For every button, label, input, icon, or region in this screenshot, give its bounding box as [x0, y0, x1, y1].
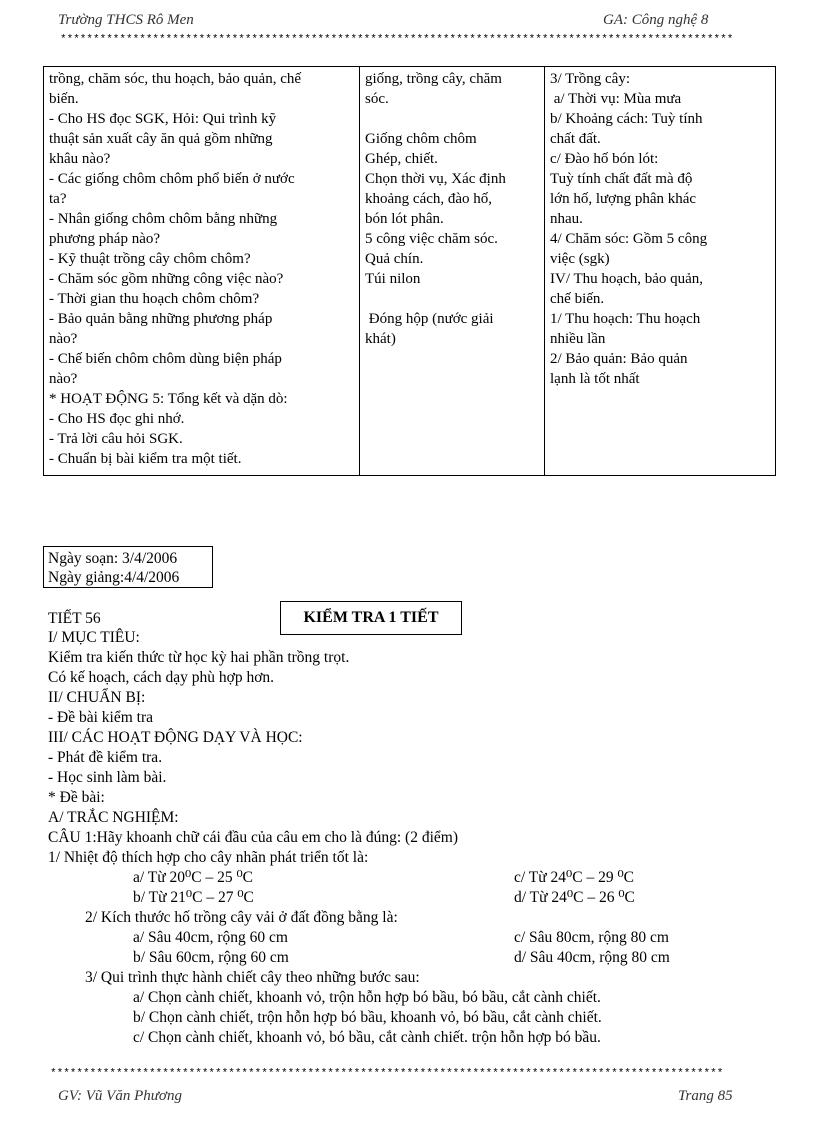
teacher-activity-line: - Thời gian thu hoạch chôm chôm?: [49, 291, 260, 307]
teacher-activity-cell: [44, 67, 360, 476]
content-line: b/ Khoảng cách: Tuỳ tính: [550, 111, 703, 127]
header-divider: ******************************************************************************************************: [60, 34, 734, 46]
body-line: CÂU 1:Hãy khoanh chữ cái đầu của câu em cho là đúng: (2 điểm): [48, 829, 458, 846]
content-line: lớn hố, lượng phân khác: [550, 191, 697, 207]
body-line: A/ TRẮC NGHIỆM:: [48, 809, 179, 826]
teacher-activity-line: - Trả lời câu hỏi SGK.: [49, 431, 183, 447]
content-line: 2/ Bảo quản: Bảo quản: [550, 351, 688, 367]
lesson-table: [43, 66, 776, 476]
student-activity-line: 5 công việc chăm sóc.: [365, 231, 498, 247]
header-school: Trường THCS Rô Men: [58, 12, 194, 28]
teacher-activity-line: - Chế biến chôm chôm dùng biện pháp: [49, 351, 282, 367]
student-activity-line: Đóng hộp (nước giải: [365, 311, 494, 327]
student-activity-line: khoảng cách, đào hố,: [365, 191, 493, 207]
student-activity-line: Túi nilon: [365, 271, 421, 287]
student-activity-line: [365, 289, 539, 309]
date-prepared: Ngày soạn: 3/4/2006: [48, 550, 178, 567]
date-taught: Ngày giảng:4/4/2006: [48, 569, 180, 586]
footer-teacher: GV: Vũ Văn Phương: [58, 1088, 182, 1104]
student-activity-line: Chọn thời vụ, Xác định: [365, 171, 506, 187]
body-line: II/ CHUẨN BỊ:: [48, 689, 146, 706]
q2-option-c: c/ Sâu 80cm, rộng 80 cm: [514, 929, 669, 946]
q2-option-d: d/ Sâu 40cm, rộng 80 cm: [514, 949, 670, 966]
content-line: c/ Đào hố bón lót:: [550, 151, 659, 167]
teacher-activity-line: - Chăm sóc gồm những công việc nào?: [49, 271, 284, 287]
student-activity-line: khát): [365, 331, 396, 347]
student-activity-cell: [360, 67, 545, 476]
content-line: 1/ Thu hoạch: Thu hoạch: [550, 311, 701, 327]
teacher-activity-line: - Các giống chôm chôm phổ biến ở nước: [49, 171, 295, 187]
teacher-activity-line: nào?: [49, 371, 78, 387]
body-line: Kiểm tra kiến thức từ học kỳ hai phần trồng trọt.: [48, 649, 350, 666]
teacher-activity-line: - Cho HS đọc ghi nhớ.: [49, 411, 185, 427]
q1-option-a: a/ Từ 20⁰C – 25 ⁰C: [133, 869, 254, 886]
body-line: - Học sinh làm bài.: [48, 769, 167, 786]
teacher-activity-line: nào?: [49, 331, 78, 347]
q1-option-b: b/ Từ 21⁰C – 27 ⁰C: [133, 889, 254, 906]
teacher-activity-line: - Kỹ thuật trồng cây chôm chôm?: [49, 251, 251, 267]
content-line: chế biến.: [550, 291, 605, 307]
footer-page: Trang 85: [678, 1088, 733, 1104]
lesson-number: TIẾT 56: [48, 610, 101, 627]
teacher-activity-line: - Chuẩn bị bài kiểm tra một tiết.: [49, 451, 242, 467]
content-cell: [545, 67, 776, 476]
body-line: I/ MỤC TIÊU:: [48, 629, 140, 646]
student-activity-line: Quả chín.: [365, 251, 424, 267]
student-activity-line: [365, 109, 539, 129]
q1-option-d: d/ Từ 24⁰C – 26 ⁰C: [514, 889, 635, 906]
content-line: nhau.: [550, 211, 583, 227]
q3-option-c: c/ Chọn cành chiết, khoanh vỏ, bó bầu, cắt cành chiết. trộn hỗn hợp bó bầu.: [133, 1029, 601, 1046]
content-line: 3/ Trồng cây:: [550, 71, 631, 87]
body-line: 1/ Nhiệt độ thích hợp cho cây nhãn phát triển tốt là:: [48, 849, 369, 866]
teacher-activity-line: ta?: [49, 191, 67, 207]
q2-title: 2/ Kích thước hố trồng cây vải ở đất đồng bằng là:: [85, 909, 398, 926]
content-line: lạnh là tốt nhất: [550, 371, 640, 387]
body-line: - Đề bài kiểm tra: [48, 709, 154, 726]
q1-option-c: c/ Từ 24⁰C – 29 ⁰C: [514, 869, 635, 886]
teacher-activity-line: biến.: [49, 91, 79, 107]
content-line: Tuỳ tính chất đất mà độ: [550, 171, 693, 187]
teacher-activity-line: phương pháp nào?: [49, 231, 161, 247]
q3-option-b: b/ Chọn cành chiết, trộn hỗn hợp bó bầu, khoanh vỏ, bó bầu, cắt cành chiết.: [133, 1009, 602, 1026]
content-line: 4/ Chăm sóc: Gồm 5 công: [550, 231, 708, 247]
body-line: Có kế hoạch, cách dạy phù hợp hơn.: [48, 669, 275, 686]
teacher-activity-line: - Nhân giống chôm chôm bằng những: [49, 211, 278, 227]
student-activity-line: bón lót phân.: [365, 211, 444, 227]
body-section: [48, 628, 458, 868]
lesson-title: KIỂM TRA 1 TIẾT: [280, 601, 462, 635]
student-activity-line: Giống chôm chôm: [365, 131, 477, 147]
q3-option-a: a/ Chọn cành chiết, khoanh vỏ, trộn hỗn hợp bó bầu, bó bầu, cắt cành chiết.: [133, 989, 601, 1006]
content-line: a/ Thời vụ: Mùa mưa: [550, 91, 682, 107]
teacher-activity-line: * HOẠT ĐỘNG 5: Tổng kết và dặn dò:: [49, 391, 288, 407]
content-line: chất đất.: [550, 131, 601, 147]
student-activity-line: Ghép, chiết.: [365, 151, 438, 167]
teacher-activity-line: - Cho HS đọc SGK, Hỏi: Qui trình kỹ: [49, 111, 277, 127]
content-line: việc (sgk): [550, 251, 610, 267]
q3-title: 3/ Qui trình thực hành chiết cây theo những bước sau:: [85, 969, 420, 986]
student-activity-line: sóc.: [365, 91, 389, 107]
teacher-activity-line: thuật sản xuất cây ăn quả gồm những: [49, 131, 273, 147]
content-line: IV/ Thu hoạch, bảo quản,: [550, 271, 704, 287]
body-line: III/ CÁC HOẠT ĐỘNG DẠY VÀ HỌC:: [48, 729, 303, 746]
teacher-activity-line: khâu nào?: [49, 151, 111, 167]
content-line: nhiều lần: [550, 331, 606, 347]
q2-option-a: a/ Sâu 40cm, rộng 60 cm: [133, 929, 288, 946]
student-activity-line: giống, trồng cây, chăm: [365, 71, 502, 87]
body-line: - Phát đề kiểm tra.: [48, 749, 163, 766]
dates-box: [43, 546, 213, 588]
body-line: * Đề bài:: [48, 789, 105, 806]
q2-option-b: b/ Sâu 60cm, rộng 60 cm: [133, 949, 289, 966]
teacher-activity-line: trồng, chăm sóc, thu hoạch, bảo quản, chế: [49, 71, 302, 87]
teacher-activity-line: - Bảo quản bằng những phương pháp: [49, 311, 273, 327]
header-subject: GA: Công nghệ 8: [603, 12, 709, 28]
footer-divider: ******************************************************************************************************: [50, 1068, 724, 1080]
